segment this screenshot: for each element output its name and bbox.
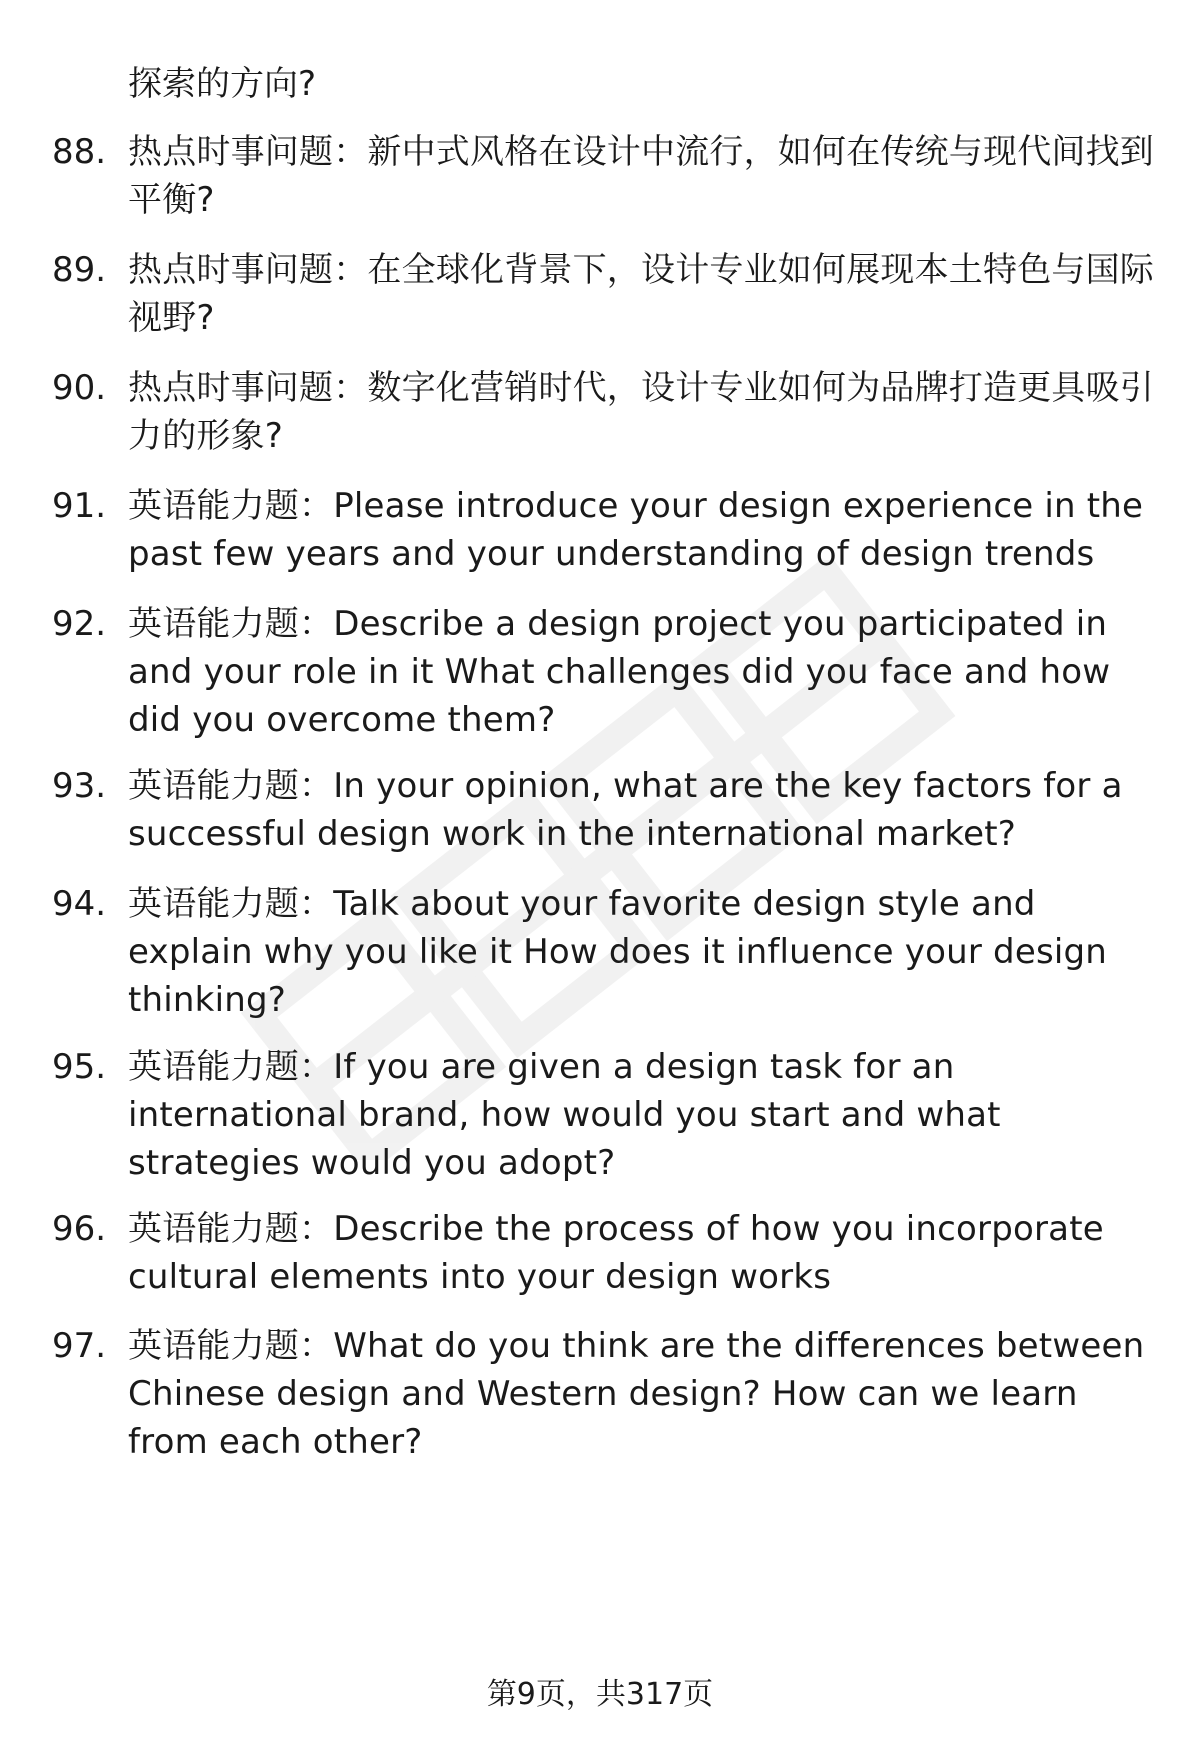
question-number: 88. xyxy=(52,132,107,172)
question-number: 97. xyxy=(52,1326,107,1366)
question-text: 热点时事问题：数字化营销时代，设计专业如何为品牌打造更具吸引力的形象? xyxy=(128,368,1154,456)
question-number: 89. xyxy=(52,250,107,290)
question-text: 英语能力题：Talk about your favorite design style and explain why you like it How does it influence your design thinking? xyxy=(128,884,1108,1020)
question-number: 90. xyxy=(52,368,107,408)
question-text: 热点时事问题：新中式风格在设计中流行，如何在传统与现代间找到平衡? xyxy=(128,132,1154,220)
question-number: 91. xyxy=(52,486,107,526)
question-text: 英语能力题：What do you think are the differences between Chinese design and Western design? How can we learn from each other? xyxy=(128,1326,1145,1462)
question-number: 95. xyxy=(52,1047,107,1087)
question-number: 96. xyxy=(52,1209,107,1249)
question-text: 热点时事问题：在全球化背景下，设计专业如何展现本土特色与国际视野? xyxy=(128,250,1154,338)
question-number: 93. xyxy=(52,766,107,806)
question-number: 92. xyxy=(52,604,107,644)
question-number: 94. xyxy=(52,884,107,924)
question-text: 英语能力题：In your opinion, what are the key factors for a successful design work in the international market? xyxy=(128,766,1123,854)
question-text: 英语能力题：Describe a design project you participated in and your role in it What challenges did you face and how did you overcome them? xyxy=(128,604,1111,740)
question-text: 英语能力题：Please introduce your design experience in the past few years and your understanding of design trends xyxy=(128,486,1144,574)
question-text: 英语能力题：If you are given a design task for an international brand, how would you start and what strategies would you adopt? xyxy=(128,1047,1001,1183)
question-text: 英语能力题：Describe the process of how you incorporate cultural elements into your design works xyxy=(128,1209,1104,1297)
continuation-text: 探索的方向? xyxy=(128,64,317,104)
page-footer: 第9页，共317页 xyxy=(486,1677,714,1712)
